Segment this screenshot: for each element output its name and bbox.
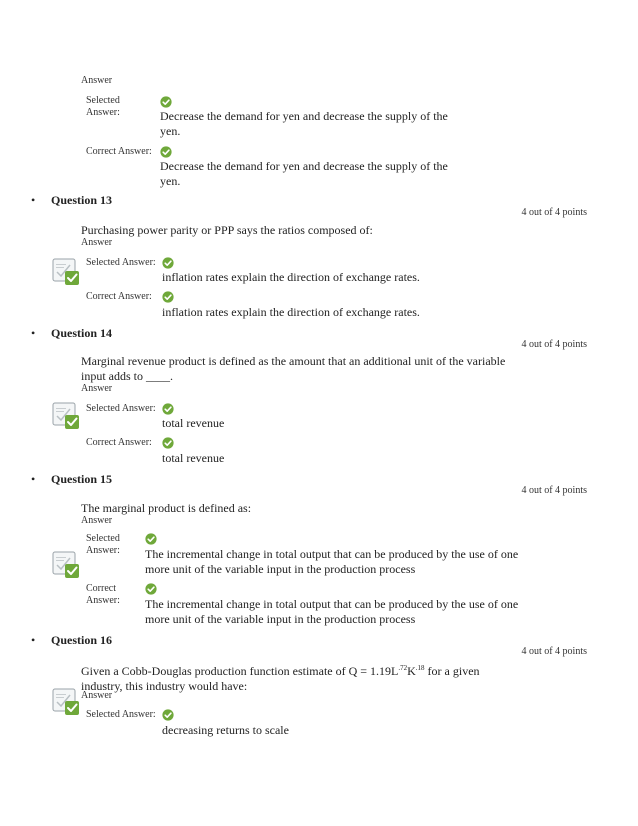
exponent-k: .18 xyxy=(415,664,425,672)
answer-label: Answer xyxy=(81,75,113,86)
selected-answer-text: Decrease the demand for yen and decrease the supply of the yen. xyxy=(160,109,448,138)
correct-answer-text: Decrease the demand for yen and decrease the supply of the yen. xyxy=(160,159,448,188)
correct-answer-text: inflation rates explain the direction of exchange rates. xyxy=(162,305,420,319)
correct-answer-label: Correct Answer: xyxy=(86,583,120,606)
question-prompt: Given a Cobb-Douglas production function estimate of $Q = 1.19L^{.72}K^{.18}$ for a given industry, this industry would have: xyxy=(81,664,480,693)
check-icon xyxy=(160,96,172,108)
question-prompt: Marginal revenue product is defined as the amount that an additional unit of the variable input adds to ____. xyxy=(81,354,506,383)
correct-answer-text: total revenue xyxy=(162,451,225,465)
correct-answer-label: Correct Answer: xyxy=(86,146,152,157)
selected-answer-label: Selected Answer: xyxy=(86,533,120,556)
selected-answer-text: The incremental change in total output that can be produced by the use of one more unit of the variable input in the production process xyxy=(145,547,519,576)
answer-label: Answer xyxy=(81,237,113,248)
points-badge: 4 out of 4 points xyxy=(521,207,587,218)
points-badge: 4 out of 4 points xyxy=(521,485,587,496)
selected-answer-label: Selected Answer: xyxy=(86,403,156,414)
selected-answer-text: decreasing returns to scale xyxy=(162,723,289,737)
selected-answer-text: inflation rates explain the direction of exchange rates. xyxy=(162,270,420,284)
graded-correct-icon xyxy=(52,258,80,286)
exponent-l: .72 xyxy=(398,664,408,672)
points-badge: 4 out of 4 points xyxy=(521,646,587,657)
check-icon xyxy=(162,709,174,721)
check-icon xyxy=(160,146,172,158)
graded-correct-icon xyxy=(52,688,80,716)
answer-label: Answer xyxy=(81,383,113,394)
check-icon xyxy=(162,403,174,415)
selected-answer-label: Selected Answer: xyxy=(86,709,156,720)
correct-answer-label: Correct Answer: xyxy=(86,437,152,448)
question-title: Question 16 xyxy=(51,633,113,647)
answer-label: Answer xyxy=(81,690,113,701)
bullet: • xyxy=(31,193,36,207)
selected-answer-text: total revenue xyxy=(162,416,225,430)
check-icon xyxy=(145,533,157,545)
question-prompt: Purchasing power parity or PPP says the ratios composed of: xyxy=(81,223,373,237)
bullet: • xyxy=(31,326,36,340)
check-icon xyxy=(162,291,174,303)
check-icon xyxy=(162,437,174,449)
question-title: Question 13 xyxy=(51,193,113,207)
points-badge: 4 out of 4 points xyxy=(521,339,587,350)
selected-answer-label: Selected Answer: xyxy=(86,257,156,268)
bullet: • xyxy=(31,633,36,647)
question-title: Question 14 xyxy=(51,326,113,340)
question-title: Question 15 xyxy=(51,472,113,486)
answer-label: Answer xyxy=(81,515,113,526)
graded-correct-icon xyxy=(52,551,80,579)
check-icon xyxy=(162,257,174,269)
correct-answer-text: The incremental change in total output that can be produced by the use of one more unit of the variable input in the production process xyxy=(145,597,519,626)
check-icon xyxy=(145,583,157,595)
graded-correct-icon xyxy=(52,402,80,430)
selected-answer-label: Selected Answer: xyxy=(86,95,120,118)
correct-answer-label: Correct Answer: xyxy=(86,291,152,302)
question-prompt: The marginal product is defined as: xyxy=(81,501,252,515)
bullet: • xyxy=(31,472,36,486)
